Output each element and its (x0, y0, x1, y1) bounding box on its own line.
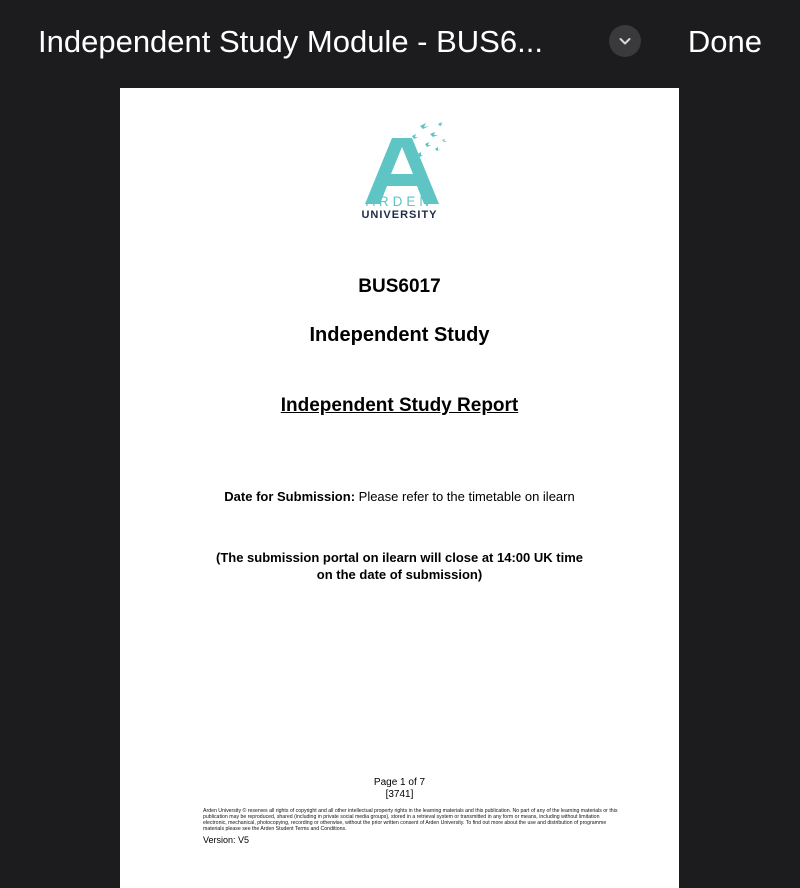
portal-notice-line1: (The submission portal on ilearn will close at 14:00 UK time (216, 550, 583, 565)
report-title: Independent Study Report (280, 395, 519, 416)
module-name: Independent Study (309, 324, 490, 346)
module-code: BUS6017 (358, 276, 441, 297)
submission-date-value: Please refer to the timetable on ilearn (355, 489, 575, 504)
document-reference: [3741] (385, 789, 414, 800)
arden-university-logo (120, 116, 679, 226)
document-page (120, 88, 679, 888)
logo-sub-text: UNIVERSITY (361, 209, 438, 221)
portal-notice (120, 549, 679, 583)
page-number: Page 1 of 7 (373, 777, 426, 788)
portal-notice-line2: on the date of submission) (316, 567, 483, 582)
document-title: Independent Study Module - BUS6... (38, 24, 543, 59)
copyright-notice: Arden University © reserves all rights of copyright and all other intellectual property rights in the learning materials and this publication. No part of any of the learning materials or this publication may be reproduced, shared (including in private social media groups), stored in a retrieval system or transmitted in any form or means, including without limitation electronic, mechanical, photocopying, recording or otherwise, without the prior written consent of Arden University. To find out more about the use and distribution of programme materials please see the Arden Student Terms and Conditions. (203, 808, 618, 832)
viewer-header (0, 0, 800, 86)
logo-brand-text: ARDEN (365, 194, 434, 209)
chevron-down-icon (617, 33, 633, 49)
version-label: Version: V5 (203, 835, 250, 845)
title-menu-button[interactable] (609, 25, 641, 57)
page-footer (120, 777, 679, 801)
submission-date-label: Date for Submission: (224, 489, 356, 504)
submission-date (120, 489, 679, 504)
done-button[interactable]: Done (687, 24, 762, 59)
